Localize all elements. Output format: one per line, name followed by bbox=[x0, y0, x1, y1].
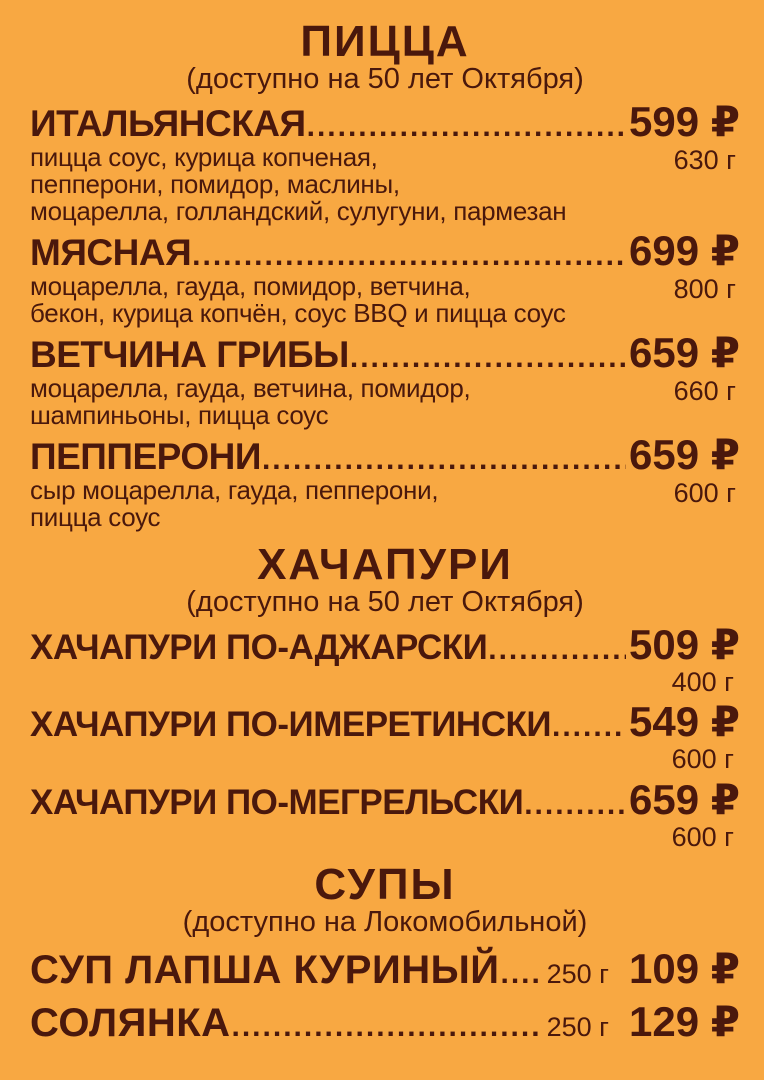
item-price: 509 ₽ bbox=[629, 621, 740, 669]
section-subtitle: (доступно на 50 лет Октября) bbox=[186, 63, 584, 95]
item-details bbox=[30, 141, 740, 226]
item-title-row bbox=[30, 431, 740, 479]
item-price: 549 ₽ bbox=[629, 698, 740, 746]
item-description-line: пицца соус bbox=[30, 502, 161, 533]
section-khachapuri bbox=[30, 540, 740, 852]
dot-leader bbox=[232, 1010, 540, 1044]
section-title: СУПЫ bbox=[314, 860, 456, 910]
dot-leader bbox=[350, 341, 626, 375]
menu-item bbox=[30, 97, 740, 226]
section-title: ХАЧАПУРИ bbox=[257, 540, 513, 590]
dot-leader bbox=[524, 788, 626, 822]
item-weight: 630 г bbox=[673, 144, 736, 175]
dot-leader bbox=[307, 110, 626, 144]
menu-item bbox=[30, 621, 740, 698]
item-description-line: моцарелла, гауда, помидор, ветчина, bbox=[30, 270, 471, 301]
menu-item bbox=[30, 998, 740, 1046]
item-title-row bbox=[30, 775, 740, 823]
item-title-row bbox=[30, 329, 740, 377]
dot-leader bbox=[262, 443, 626, 477]
item-details bbox=[30, 270, 740, 329]
section-pizza bbox=[30, 17, 740, 533]
item-price: 599 ₽ bbox=[629, 97, 740, 145]
item-description-line: пицца соус, курица копченая, bbox=[30, 141, 378, 172]
item-weight: 250 г bbox=[546, 1012, 610, 1043]
menu-item bbox=[30, 698, 740, 775]
item-name: ИТАЛЬЯНСКАЯ bbox=[30, 102, 306, 144]
item-price: 659 ₽ bbox=[629, 431, 740, 479]
dot-leader bbox=[192, 239, 626, 273]
dot-leader bbox=[501, 957, 540, 991]
item-price: 129 ₽ bbox=[629, 998, 740, 1046]
menu-item bbox=[30, 944, 740, 992]
item-weight: 600 г bbox=[671, 744, 734, 775]
item-title-row bbox=[30, 698, 740, 746]
item-description-line: моцарелла, голландский, сулугуни, пармезан bbox=[30, 195, 567, 226]
item-name: ВЕТЧИНА ГРИБЫ bbox=[30, 334, 349, 376]
menu-item bbox=[30, 329, 740, 431]
section-title: ПИЦЦА bbox=[300, 17, 470, 66]
item-name: МЯСНАЯ bbox=[30, 231, 192, 273]
item-weight: 600 г bbox=[671, 821, 734, 852]
item-price: 659 ₽ bbox=[629, 775, 740, 823]
item-weight: 400 г bbox=[671, 667, 734, 698]
item-weight: 600 г bbox=[673, 478, 736, 509]
item-name: СУП ЛАПША КУРИНЫЙ bbox=[30, 947, 500, 992]
menu-item bbox=[30, 226, 740, 329]
item-details bbox=[30, 477, 740, 531]
item-title-row bbox=[30, 97, 740, 145]
item-price: 659 ₽ bbox=[629, 329, 740, 377]
item-name: ХАЧАПУРИ ПО-МЕГРЕЛЬСКИ bbox=[30, 782, 524, 822]
item-description-line: пепперони, помидор, маслины, bbox=[30, 168, 400, 199]
dot-leader bbox=[488, 633, 626, 667]
item-price: 699 ₽ bbox=[629, 226, 740, 274]
menu-item bbox=[30, 775, 740, 852]
item-name: ХАЧАПУРИ ПО-АДЖАРСКИ bbox=[30, 628, 488, 668]
item-weight: 660 г bbox=[673, 376, 736, 407]
item-description-line: шампиньоны, пицца соус bbox=[30, 400, 329, 431]
section-subtitle: (доступно на Локомобильной) bbox=[182, 906, 588, 939]
dot-leader bbox=[552, 710, 626, 744]
item-name: ПЕППЕРОНИ bbox=[30, 436, 261, 478]
item-title-row bbox=[30, 944, 740, 992]
section-soups bbox=[30, 860, 740, 1046]
item-details bbox=[30, 375, 740, 429]
menu-item bbox=[30, 431, 740, 533]
item-weight: 800 г bbox=[673, 273, 736, 304]
item-title-row bbox=[30, 226, 740, 274]
item-title-row bbox=[30, 998, 740, 1046]
item-weight: 250 г bbox=[546, 958, 610, 989]
section-subtitle: (доступно на 50 лет Октября) bbox=[186, 586, 584, 619]
item-title-row bbox=[30, 621, 740, 669]
item-description-line: бекон, курица копчён, соус BBQ и пицца соус bbox=[30, 298, 566, 329]
item-description-line: моцарелла, гауда, ветчина, помидор, bbox=[30, 373, 471, 404]
item-name: СОЛЯНКА bbox=[30, 1001, 231, 1046]
item-description-line: сыр моцарелла, гауда, пепперони, bbox=[30, 475, 439, 506]
item-name: ХАЧАПУРИ ПО-ИМЕРЕТИНСКИ bbox=[30, 705, 552, 745]
item-price: 109 ₽ bbox=[629, 944, 740, 992]
